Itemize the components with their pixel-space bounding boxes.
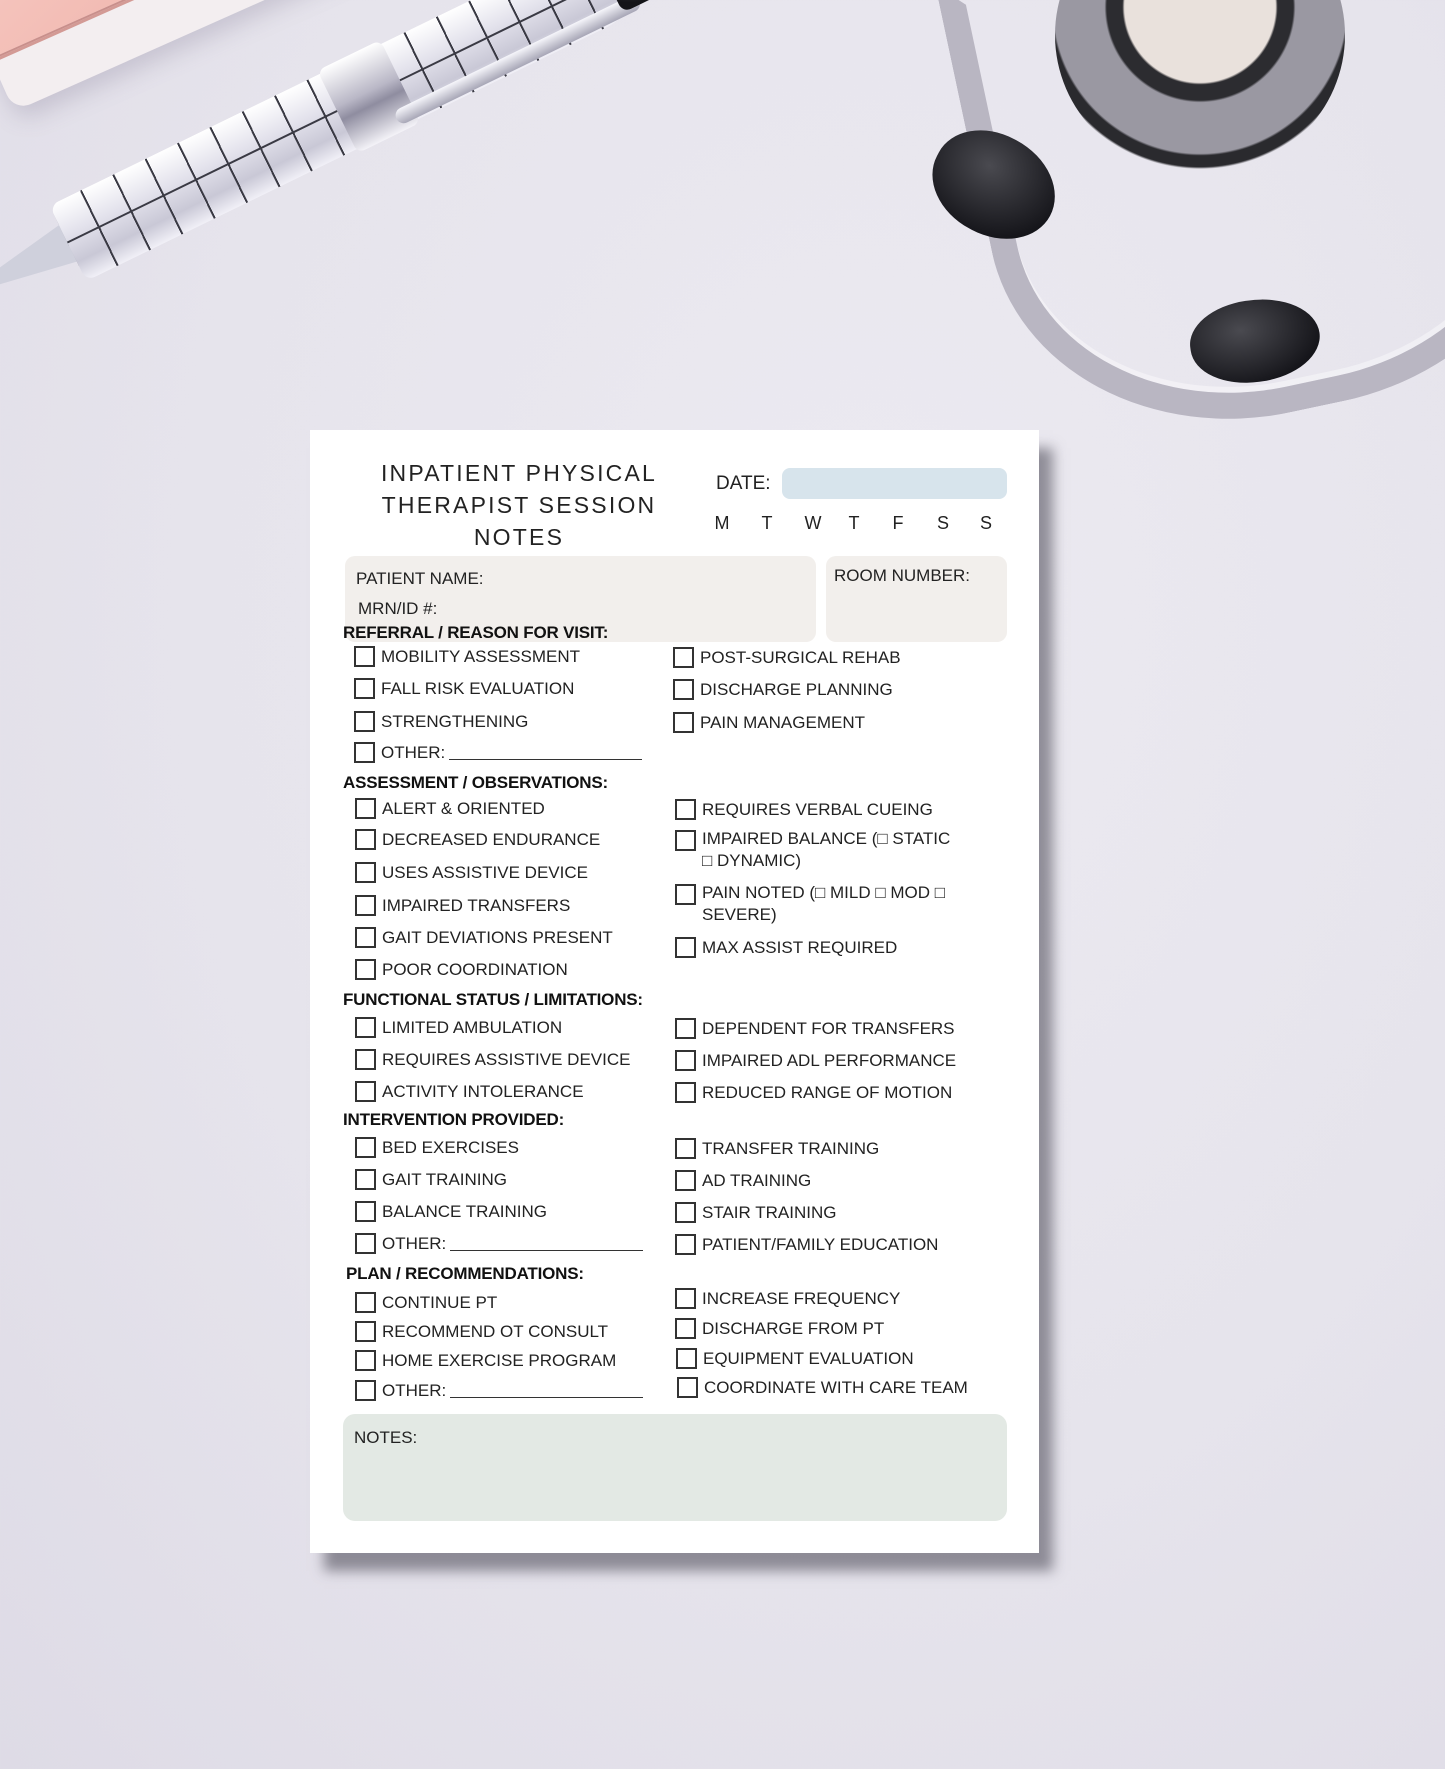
checkbox-item[interactable] bbox=[355, 862, 588, 883]
checkbox-item[interactable] bbox=[675, 828, 965, 872]
checkbox-label: HOME EXERCISE PROGRAM bbox=[382, 1350, 617, 1370]
day-friday[interactable]: F bbox=[892, 513, 904, 533]
checkbox-label: IMPAIRED ADL PERFORMANCE bbox=[702, 1050, 957, 1070]
checkbox-item[interactable] bbox=[355, 829, 600, 850]
checkbox[interactable] bbox=[354, 711, 375, 732]
checkbox-item[interactable] bbox=[355, 1081, 584, 1102]
checkbox-label: GAIT TRAINING bbox=[382, 1169, 508, 1189]
checkbox-label: DISCHARGE FROM PT bbox=[702, 1318, 885, 1338]
checkbox-label: STRENGTHENING bbox=[381, 711, 529, 731]
title-line: NOTES bbox=[473, 524, 565, 550]
checkbox-item[interactable] bbox=[675, 1082, 952, 1103]
checkbox[interactable] bbox=[673, 679, 694, 700]
checkbox-item[interactable] bbox=[675, 882, 965, 926]
checkbox-item-other[interactable] bbox=[355, 1380, 643, 1401]
day-sunday[interactable]: S bbox=[979, 513, 992, 533]
checkbox-label: GAIT DEVIATIONS PRESENT bbox=[382, 927, 613, 947]
checkbox-label: RECOMMEND OT CONSULT bbox=[382, 1321, 609, 1341]
checkbox-label: PATIENT/FAMILY EDUCATION bbox=[702, 1234, 939, 1254]
other-write-in-line[interactable] bbox=[450, 1236, 643, 1251]
checkbox[interactable] bbox=[355, 798, 376, 819]
checkbox-item[interactable] bbox=[673, 712, 865, 733]
checkbox-item-other[interactable] bbox=[355, 1233, 643, 1254]
day-wednesday[interactable]: W bbox=[804, 513, 822, 533]
checkbox-label: DECREASED ENDURANCE bbox=[382, 829, 601, 849]
section-heading-referral: REFERRAL / REASON FOR VISIT: bbox=[343, 623, 609, 642]
checkbox[interactable] bbox=[673, 712, 694, 733]
checkbox-item[interactable] bbox=[354, 646, 580, 667]
date-label: DATE: bbox=[716, 473, 771, 494]
checkbox-item[interactable] bbox=[355, 927, 613, 948]
checkbox[interactable] bbox=[675, 1082, 696, 1103]
checkbox[interactable] bbox=[675, 1234, 696, 1255]
patient-name-label: PATIENT NAME: bbox=[356, 569, 484, 588]
checkbox-item[interactable] bbox=[675, 1170, 811, 1191]
checkbox-item[interactable] bbox=[675, 1138, 879, 1159]
other-write-in-line[interactable] bbox=[450, 1383, 643, 1398]
session-notes-card bbox=[310, 430, 1039, 1553]
checkbox-item-other[interactable] bbox=[354, 742, 642, 763]
section-heading-intervention: INTERVENTION PROVIDED: bbox=[343, 1110, 565, 1129]
checkbox-item[interactable] bbox=[675, 1202, 836, 1223]
checkbox-item[interactable] bbox=[355, 1321, 608, 1342]
checkbox-label: AD TRAINING bbox=[702, 1170, 812, 1190]
day-tuesday[interactable]: T bbox=[761, 513, 773, 533]
checkbox-label: MOBILITY ASSESSMENT bbox=[381, 646, 581, 666]
checkbox-item[interactable] bbox=[355, 1137, 519, 1158]
checkbox-label: COORDINATE WITH CARE TEAM bbox=[704, 1377, 968, 1397]
checkbox[interactable] bbox=[675, 884, 696, 905]
checkbox-label: DISCHARGE PLANNING bbox=[700, 679, 893, 699]
checkbox-label: REQUIRES ASSISTIVE DEVICE bbox=[382, 1049, 631, 1069]
checkbox-label: ALERT & ORIENTED bbox=[382, 798, 545, 818]
section-heading-assessment: ASSESSMENT / OBSERVATIONS: bbox=[343, 773, 608, 792]
checkbox-label: REQUIRES VERBAL CUEING bbox=[702, 799, 933, 819]
form-title bbox=[345, 457, 693, 553]
title-line: THERAPIST SESSION bbox=[381, 492, 657, 518]
checkbox[interactable] bbox=[354, 678, 375, 699]
checkbox[interactable] bbox=[355, 1169, 376, 1190]
checkbox[interactable] bbox=[355, 959, 376, 980]
checkbox-item[interactable] bbox=[675, 1018, 955, 1039]
checkbox[interactable] bbox=[675, 1170, 696, 1191]
checkbox[interactable] bbox=[355, 1081, 376, 1102]
checkbox-item[interactable] bbox=[675, 1288, 900, 1309]
checkbox[interactable] bbox=[677, 1377, 698, 1398]
checkbox[interactable] bbox=[675, 1050, 696, 1071]
keyboard-key bbox=[0, 0, 306, 93]
checkbox[interactable] bbox=[675, 830, 696, 851]
checkbox-label: BALANCE TRAINING bbox=[382, 1201, 548, 1221]
checkbox[interactable] bbox=[354, 646, 375, 667]
checkbox-item[interactable] bbox=[676, 1348, 914, 1369]
day-thursday[interactable]: T bbox=[848, 513, 860, 533]
checkbox-item[interactable] bbox=[354, 711, 528, 732]
checkbox-item[interactable] bbox=[677, 1377, 968, 1398]
checkbox-label: POST-SURGICAL REHAB bbox=[700, 647, 901, 667]
checkbox-item[interactable] bbox=[355, 1017, 562, 1038]
checkbox-label: PAIN MANAGEMENT bbox=[700, 712, 865, 732]
checkbox[interactable] bbox=[355, 1201, 376, 1222]
checkbox[interactable] bbox=[675, 1318, 696, 1339]
checkbox[interactable] bbox=[675, 1018, 696, 1039]
checkbox-label: INCREASE FREQUENCY bbox=[702, 1288, 901, 1308]
checkbox-item[interactable] bbox=[355, 798, 545, 819]
checkbox-item[interactable] bbox=[675, 799, 933, 820]
checkbox[interactable] bbox=[355, 1017, 376, 1038]
checkbox-item[interactable] bbox=[354, 678, 574, 699]
checkbox[interactable] bbox=[355, 1380, 376, 1401]
checkbox[interactable] bbox=[355, 862, 376, 883]
checkbox-label: TRANSFER TRAINING bbox=[702, 1138, 880, 1158]
checkbox[interactable] bbox=[355, 1233, 376, 1254]
date-field[interactable] bbox=[782, 468, 1007, 499]
mrn-label: MRN/ID #: bbox=[358, 599, 438, 618]
checkbox-label: ACTIVITY INTOLERANCE bbox=[382, 1081, 584, 1101]
checkbox[interactable] bbox=[675, 1138, 696, 1159]
checkbox[interactable] bbox=[355, 1321, 376, 1342]
checkbox[interactable] bbox=[355, 1292, 376, 1313]
checkbox-label: LIMITED AMBULATION bbox=[382, 1017, 563, 1037]
checkbox[interactable] bbox=[675, 799, 696, 820]
checkbox-label: STAIR TRAINING bbox=[702, 1202, 837, 1222]
checkbox-item[interactable] bbox=[673, 647, 901, 668]
checkbox-item[interactable] bbox=[355, 959, 568, 980]
checkbox[interactable] bbox=[355, 1350, 376, 1371]
checkbox-item[interactable] bbox=[675, 1234, 938, 1255]
checkbox-item[interactable] bbox=[675, 1318, 884, 1339]
checkbox[interactable] bbox=[675, 937, 696, 958]
checkbox-label: IMPAIRED TRANSFERS bbox=[382, 895, 571, 915]
checkbox-label: OTHER: bbox=[382, 1233, 447, 1253]
checkbox[interactable] bbox=[355, 927, 376, 948]
checkbox[interactable] bbox=[354, 742, 375, 763]
checkbox-item[interactable] bbox=[355, 1049, 630, 1070]
checkbox-label: OTHER: bbox=[381, 742, 446, 762]
checkbox[interactable] bbox=[675, 1288, 696, 1309]
checkbox-label: REDUCED RANGE OF MOTION bbox=[702, 1082, 953, 1102]
notes-label: NOTES: bbox=[354, 1428, 418, 1447]
checkbox[interactable] bbox=[355, 1049, 376, 1070]
checkbox[interactable] bbox=[676, 1348, 697, 1369]
checkbox-label: USES ASSISTIVE DEVICE bbox=[382, 862, 588, 882]
section-heading-functional: FUNCTIONAL STATUS / LIMITATIONS: bbox=[343, 990, 643, 1009]
checkbox[interactable] bbox=[355, 895, 376, 916]
checkbox-label: BED EXERCISES bbox=[382, 1137, 519, 1157]
checkbox-label: IMPAIRED BALANCE (□ STATIC □ DYNAMIC) bbox=[702, 829, 951, 870]
checkbox[interactable] bbox=[355, 829, 376, 850]
notes-field[interactable] bbox=[343, 1414, 1007, 1521]
checkbox-label: EQUIPMENT EVALUATION bbox=[703, 1348, 914, 1368]
checkbox[interactable] bbox=[355, 1137, 376, 1158]
checkbox-item[interactable] bbox=[355, 1169, 507, 1190]
checkbox-item[interactable] bbox=[355, 1292, 497, 1313]
checkbox-item[interactable] bbox=[675, 937, 897, 958]
checkbox-item[interactable] bbox=[355, 1201, 547, 1222]
checkbox-item[interactable] bbox=[355, 895, 570, 916]
section-heading-plan: PLAN / RECOMMENDATIONS: bbox=[346, 1264, 584, 1283]
checkbox-label: DEPENDENT FOR TRANSFERS bbox=[702, 1018, 955, 1038]
title-line: INPATIENT PHYSICAL bbox=[380, 460, 658, 486]
checkbox[interactable] bbox=[675, 1202, 696, 1223]
checkbox-item[interactable] bbox=[675, 1050, 956, 1071]
other-write-in-line[interactable] bbox=[449, 745, 642, 760]
checkbox-label: MAX ASSIST REQUIRED bbox=[702, 937, 898, 957]
checkbox-item[interactable] bbox=[355, 1350, 616, 1371]
day-monday[interactable]: M bbox=[714, 513, 730, 533]
checkbox-label: POOR COORDINATION bbox=[382, 959, 568, 979]
checkbox[interactable] bbox=[673, 647, 694, 668]
checkbox-label: PAIN NOTED (□ MILD □ MOD □ SEVERE) bbox=[702, 883, 945, 924]
checkbox-item[interactable] bbox=[673, 679, 893, 700]
checkbox-label: FALL RISK EVALUATION bbox=[381, 678, 575, 698]
room-number-label: ROOM NUMBER: bbox=[834, 566, 970, 585]
checkbox-label: CONTINUE PT bbox=[382, 1292, 498, 1312]
room-number-box[interactable] bbox=[826, 556, 1007, 642]
checkbox-label: OTHER: bbox=[382, 1380, 447, 1400]
day-saturday[interactable]: S bbox=[936, 513, 949, 533]
